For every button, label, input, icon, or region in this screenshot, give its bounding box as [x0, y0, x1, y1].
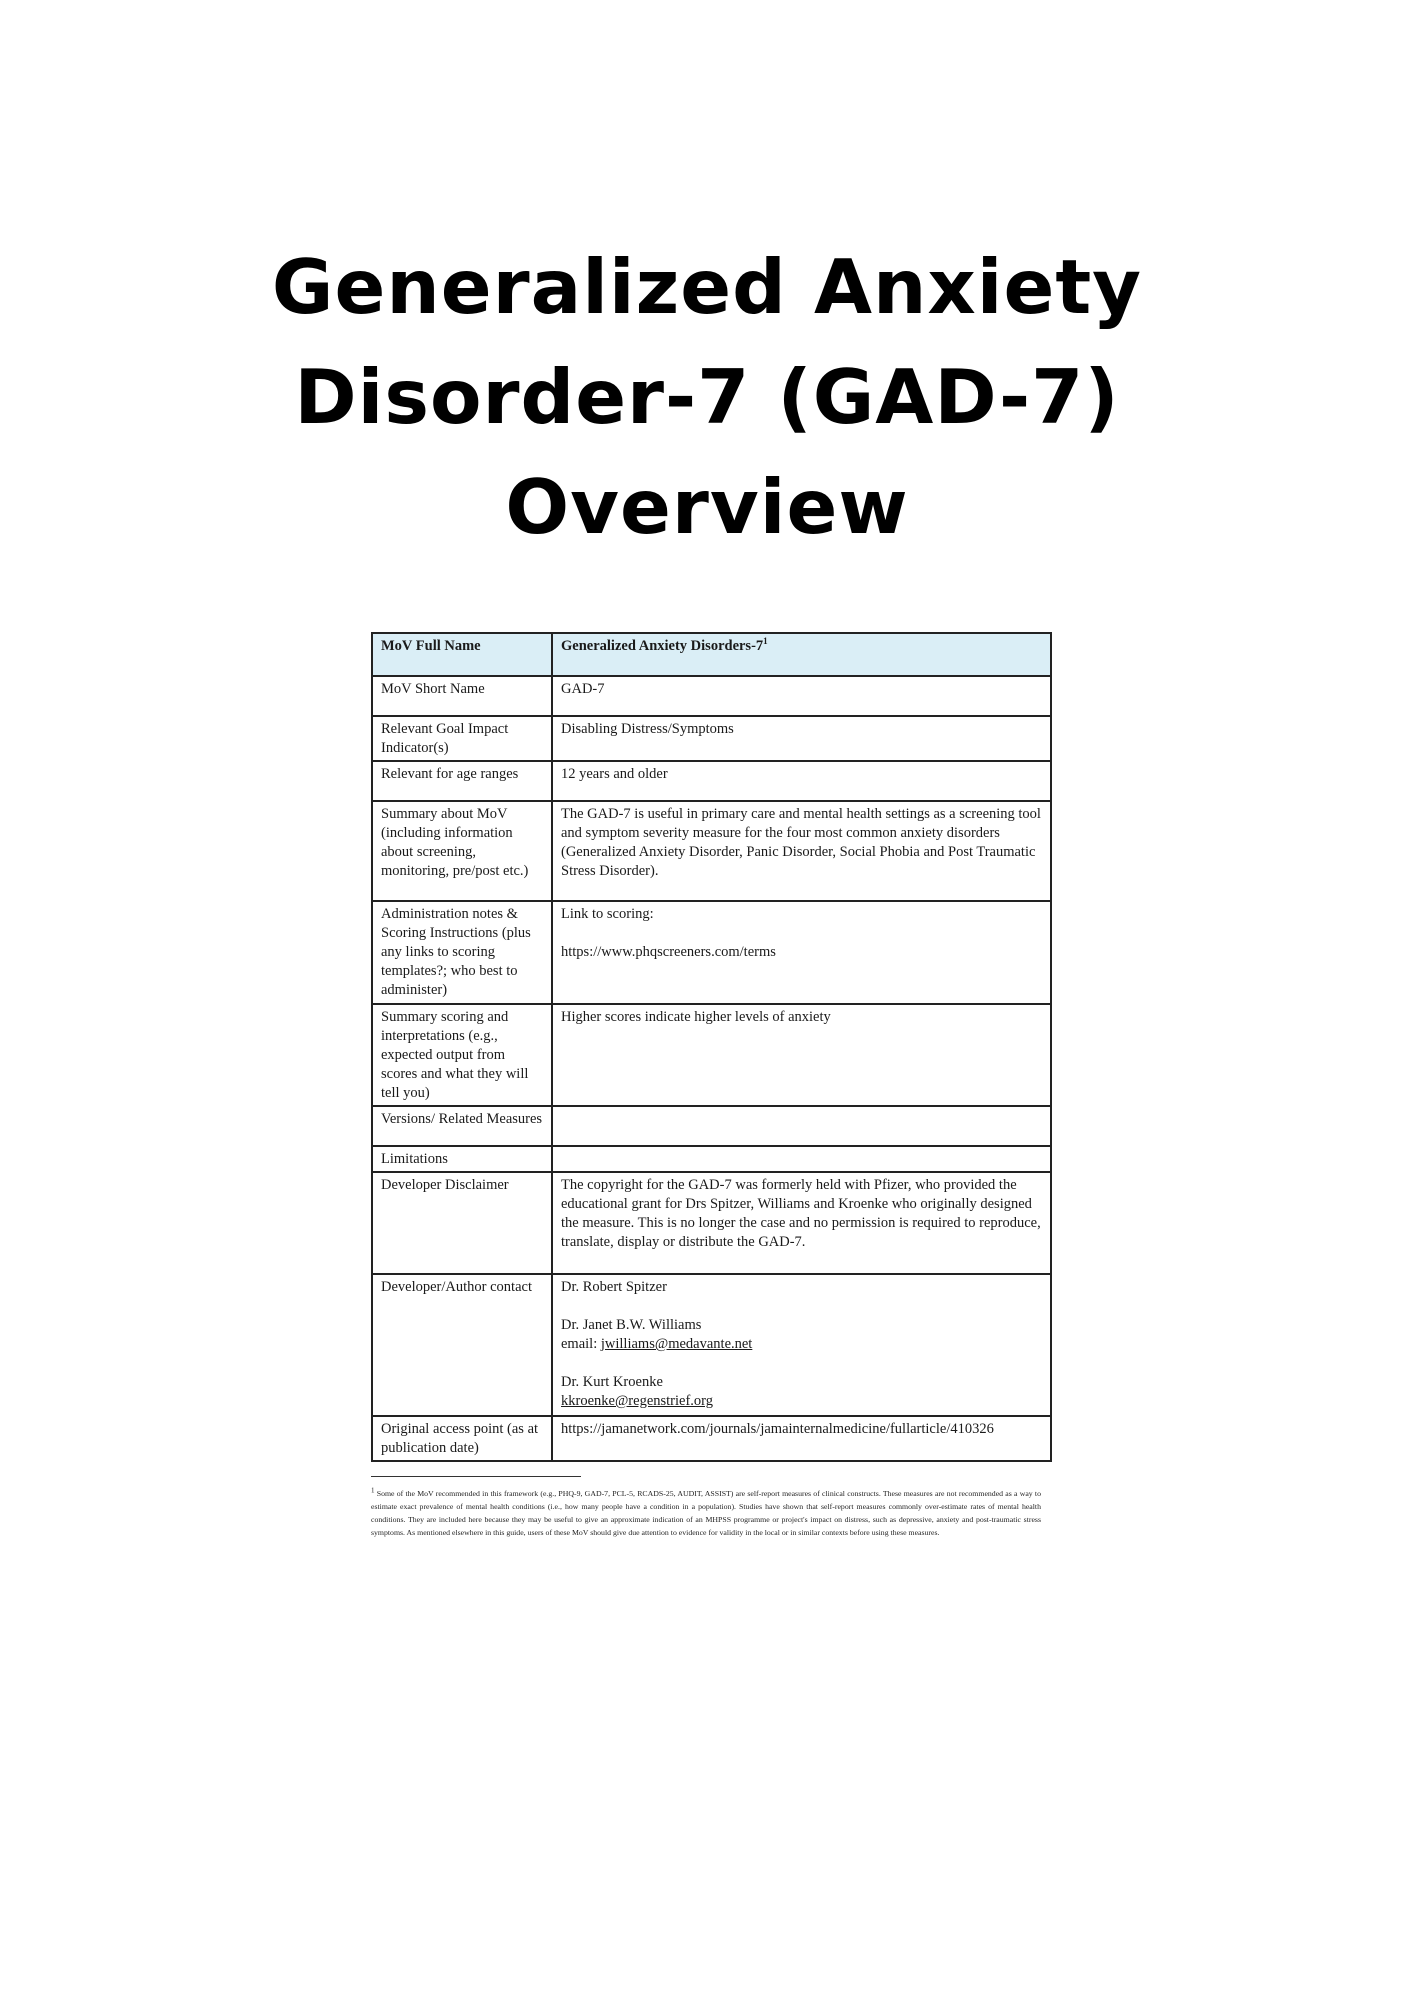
short-name-value: GAD-7	[552, 676, 1051, 716]
goal-indicator-label: Relevant Goal Impact Indicator(s)	[372, 716, 552, 761]
full-name-text: Generalized Anxiety Disorders-7	[561, 638, 764, 654]
footnote-ref[interactable]: 1	[763, 636, 768, 647]
contact-person-3: Dr. Kurt Kroenke	[561, 1374, 663, 1390]
summary-value: The GAD-7 is useful in primary care and mental health settings as a screening tool and symptom severity measure for the four most common anxiety disorders (Generalized Anxiety Disorder, Panic Disorder, Social Phobia and Post Traumatic Stress Disorder).	[552, 801, 1051, 901]
table-row-age-ranges	[372, 761, 1051, 801]
contact-label: Developer/Author contact	[372, 1274, 552, 1416]
disclaimer-label: Developer Disclaimer	[372, 1172, 552, 1274]
page-title-line-1: Generalized Anxiety	[271, 243, 1143, 331]
scoring-summary-value: Higher scores indicate higher levels of anxiety	[552, 1004, 1051, 1106]
table-row-versions	[372, 1106, 1051, 1146]
summary-label: Summary about MoV (including information about screening, monitoring, pre/post etc.)	[372, 801, 552, 901]
access-point-label: Original access point (as at publication date)	[372, 1416, 552, 1461]
table-row-disclaimer	[372, 1172, 1051, 1274]
disclaimer-value: The copyright for the GAD-7 was formerly held with Pfizer, who provided the educational grant for Drs Spitzer, Williams and Kroenke who originally designed the measure. This is no longer the case and no permission is required to reproduce, translate, display or distribute the GAD-7.	[552, 1172, 1051, 1274]
contact-email-link-1[interactable]: jwilliams@medavante.net	[600, 1336, 753, 1352]
goal-indicator-value: Disabling Distress/Symptoms	[552, 716, 1051, 761]
footnote-text: Some of the MoV recommended in this framework (e.g., PHQ-9, GAD-7, PCL-5, RCADS-25, AUDIT, ASSIST) are self-report measures of clinical constructs. These measures are not recommended as a way to estimate exact prevalence of mental health conditions (i.e., how many people have a condition in a population). Studies have shown that self-report measures commonly over-estimate rates of mental health conditions. They are included here because they may be useful to give an approximate indication of an MHPSS programme or project's impact on distress, such as depressive, anxiety and post-traumatic stress symptoms. As mentioned elsewhere in this guide, users of these MoV should give due attention to evidence for validity in the local or in similar contexts before using these measures.	[371, 1489, 1041, 1537]
table-row-limitations	[372, 1146, 1051, 1172]
short-name-label: MoV Short Name	[372, 676, 552, 716]
scoring-link[interactable]: https://www.phqscreeners.com/terms	[561, 944, 776, 960]
footnote-divider	[371, 1476, 581, 1477]
mov-table	[371, 632, 1052, 1462]
contact-email-link-2[interactable]: kkroenke@regenstrief.org	[561, 1393, 713, 1409]
page-title-line-3: Overview	[505, 463, 909, 551]
footnote-marker: 1	[371, 1486, 375, 1495]
contact-email-prefix: email:	[561, 1336, 601, 1352]
footnote	[371, 1487, 1041, 1539]
age-ranges-label: Relevant for age ranges	[372, 761, 552, 801]
administration-value	[552, 901, 1051, 1004]
table-header-row	[372, 633, 1051, 676]
administration-label: Administration notes & Scoring Instructions (plus any links to scoring templates?; who best to administer)	[372, 901, 552, 1004]
scoring-summary-label: Summary scoring and interpretations (e.g., expected output from scores and what they will tell you)	[372, 1004, 552, 1106]
age-ranges-value: 12 years and older	[552, 761, 1051, 801]
table-row-goal-indicator	[372, 716, 1051, 761]
access-point-value[interactable]: https://jamanetwork.com/journals/jamainternalmedicine/fullarticle/410326	[552, 1416, 1051, 1461]
table-row-access-point	[372, 1416, 1051, 1461]
table-row-summary	[372, 801, 1051, 901]
table-row-administration	[372, 901, 1051, 1004]
versions-label: Versions/ Related Measures	[372, 1106, 552, 1146]
page-title-line-2: Disorder-7 (GAD-7)	[294, 353, 1120, 441]
versions-value	[552, 1106, 1051, 1146]
table-row-short-name	[372, 676, 1051, 716]
contact-value	[552, 1274, 1051, 1416]
scoring-link-caption: Link to scoring:	[561, 906, 654, 922]
full-name-value	[552, 633, 1051, 676]
full-name-label: MoV Full Name	[372, 633, 552, 676]
table-row-contact	[372, 1274, 1051, 1416]
contact-person-2: Dr. Janet B.W. Williams	[561, 1317, 702, 1333]
limitations-label: Limitations	[372, 1146, 552, 1172]
limitations-value	[552, 1146, 1051, 1172]
table-row-scoring-summary	[372, 1004, 1051, 1106]
contact-person-1: Dr. Robert Spitzer	[561, 1279, 667, 1295]
page-title	[0, 232, 1414, 562]
